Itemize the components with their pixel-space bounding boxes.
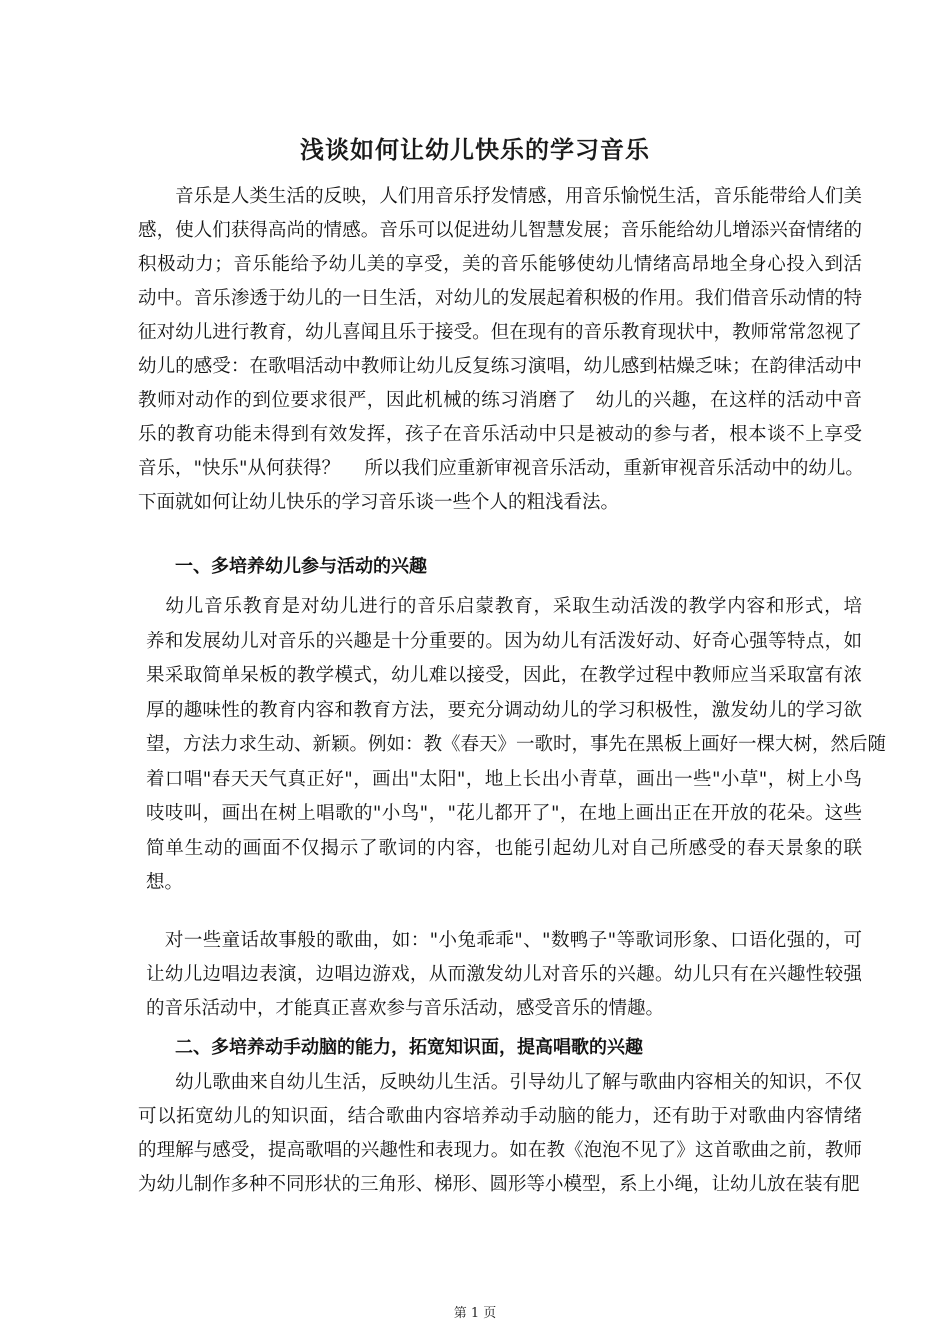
text-line: 简单生动的画面不仅揭示了歌词的内容，也能引起幼儿对自己所感受的春天景象的联	[146, 837, 862, 859]
text-line: 音乐是人类生活的反映，人们用音乐抒发情感，用音乐愉悦生活，音乐能带给人们美	[138, 186, 862, 207]
text-line: 对一些童话故事般的歌曲，如："小兔乖乖"、"数鸭子"等歌词形象、口语化强的，可	[146, 930, 862, 951]
text-line: 果采取简单呆板的教学模式，幼儿难以接受，因此，在教学过程中教师应当采取富有浓	[146, 665, 862, 686]
text-line: 感，使人们获得高尚的情感。音乐可以促进幼儿智慧发展；音乐能给幼儿增添兴奋情绪的	[138, 220, 862, 241]
text-line: 厚的趣味性的教育内容和教育方法，要充分调动幼儿的学习积极性，激发幼儿的学习欲	[146, 699, 862, 721]
paragraph-section-1b	[146, 924, 862, 1026]
page-number-footer: 第 1 页	[453, 1306, 497, 1321]
paragraph-intro	[138, 180, 862, 520]
text-line: 养和发展幼儿对音乐的兴趣是十分重要的。因为幼儿有活泼好动、好奇心强等特点，如	[146, 630, 862, 652]
text-line: 可以拓宽幼儿的知识面，结合歌曲内容培养动手动脑的能力，还有助于对歌曲内容情绪	[138, 1106, 862, 1127]
document-title: 浅谈如何让幼儿快乐的学习音乐	[300, 135, 650, 164]
text-line: 为幼儿制作多种不同形状的三角形、梯形、圆形等小模型，系上小绳，让幼儿放在装有肥	[138, 1174, 860, 1195]
text-line: 幼儿歌曲来自幼儿生活，反映幼儿生活。引导幼儿了解与歌曲内容相关的知识，不仅	[138, 1072, 862, 1093]
text-line: 教师对动作的到位要求很严，因此机械的练习消磨了 幼儿的兴趣，在这样的活动中音	[138, 390, 862, 411]
text-line: 动中。音乐渗透于幼儿的一日生活，对幼儿的发展起着积极的作用。我们借音乐动情的特	[138, 288, 862, 309]
text-line: 吱吱叫，画出在树上唱歌的"小鸟"，"花儿都开了"，在地上画出正在开放的花朵。这些	[146, 803, 862, 824]
text-line: 的理解与感受，提高歌唱的兴趣性和表现力。如在教《泡泡不见了》这首歌曲之前，教师	[138, 1140, 862, 1161]
paragraph-section-2	[138, 1066, 862, 1202]
section-heading-1: 一、多培养幼儿参与活动的兴趣	[175, 556, 427, 577]
text-line: 幼儿的感受：在歌唱活动中教师让幼儿反复练习演唱，幼儿感到枯燥乏味；在韵律活动中	[138, 356, 862, 377]
text-line: 下面就如何让幼儿快乐的学习音乐谈一些个人的粗浅看法。	[138, 492, 620, 513]
text-line: 着口唱"春天天气真正好"，画出"太阳"，地上长出小青草，画出一些"小草"，树上小鸟	[146, 768, 862, 790]
text-line: 幼儿音乐教育是对幼儿进行的音乐启蒙教育，采取生动活泼的教学内容和形式，培	[146, 596, 862, 617]
text-line: 积极动力；音乐能给予幼儿美的享受，美的音乐能够使幼儿情绪高昂地全身心投入到活	[138, 254, 862, 275]
text-line: 的音乐活动中，才能真正喜欢参与音乐活动，感受音乐的情趣。	[146, 998, 665, 1019]
text-line: 让幼儿边唱边表演，边唱边游戏，从而激发幼儿对音乐的兴趣。幼儿只有在兴趣性较强	[146, 964, 862, 985]
text-line: 征对幼儿进行教育，幼儿喜闻且乐于接受。但在现有的音乐教育现状中，教师常常忽视了	[138, 322, 862, 343]
text-line: 望，方法力求生动、新颖。例如：教《春天》一歌时，事先在黑板上画好一棵大树，然后随	[146, 734, 887, 755]
section-heading-2: 二、多培养动手动脑的能力，拓宽知识面，提高唱歌的兴趣	[175, 1037, 643, 1058]
text-line: 音乐，"快乐"从何获得？ 所以我们应重新审视音乐活动，重新审视音乐活动中的幼儿。	[138, 458, 864, 479]
paragraph-section-1a	[146, 590, 887, 901]
text-line: 想。	[146, 872, 184, 893]
text-line: 乐的教育功能未得到有效发挥，孩子在音乐活动中只是被动的参与者，根本谈不上享受	[138, 424, 862, 445]
